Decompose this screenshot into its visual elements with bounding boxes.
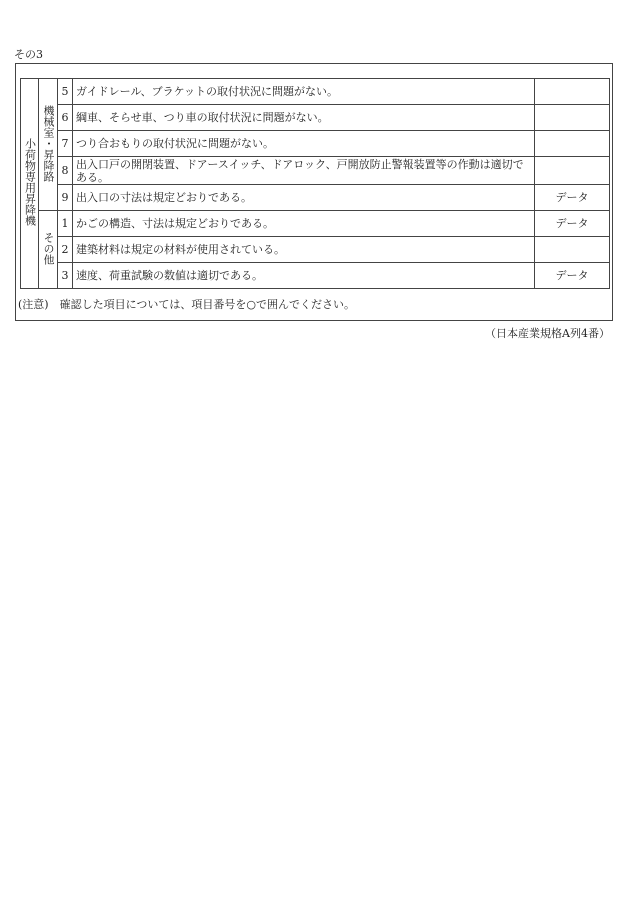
subcategory-cell [39,79,58,211]
table-row [21,263,610,289]
check-cell[interactable] [535,237,610,263]
item-description: 建築材料は規定の材料が使用されている。 [73,237,535,263]
item-number[interactable]: 3 [58,263,73,289]
item-description: ガイドレール、ブラケットの取付状況に問題がない。 [73,79,535,105]
check-cell[interactable] [535,105,610,131]
item-number[interactable]: 9 [58,185,73,211]
table-row [21,185,610,211]
page-label: その3 [14,48,43,61]
subcategory-cell [39,211,58,289]
check-cell[interactable] [535,157,610,185]
check-cell[interactable]: データ [535,211,610,237]
item-number[interactable]: 1 [58,211,73,237]
checklist-table [20,78,610,289]
subcategory-label: その他 [42,231,55,265]
check-cell[interactable]: データ [535,185,610,211]
item-number[interactable]: 2 [58,237,73,263]
item-number[interactable]: 8 [58,157,73,185]
item-description: 出入口戸の開閉装置、ドアースイッチ、ドアロック、戸開放防止警報装置等の作動は適切である。 [73,157,535,185]
table-row [21,237,610,263]
table-row [21,79,610,105]
table-row [21,211,610,237]
item-description: 綱車、そらせ車、つり車の取付状況に問題がない。 [73,105,535,131]
subcategory-label: 機械室・昇降路 [42,104,55,182]
table-row [21,131,610,157]
item-description: かごの構造、寸法は規定どおりである。 [73,211,535,237]
item-number[interactable]: 7 [58,131,73,157]
item-description: 速度、荷重試験の数値は適切である。 [73,263,535,289]
item-description: 出入口の寸法は規定どおりである。 [73,185,535,211]
footer-text: （日本産業規格A列4番） [485,327,610,340]
table-row [21,105,610,131]
category-cell [21,79,39,289]
check-cell[interactable]: データ [535,263,610,289]
category-label: 小荷物専用昇降機 [23,138,37,226]
item-description: つり合おもりの取付状況に問題がない。 [73,131,535,157]
note-text: (注意) 確認した項目については、項目番号を○で囲んでください。 [18,298,355,311]
check-cell[interactable] [535,131,610,157]
table-row [21,157,610,185]
item-number[interactable]: 5 [58,79,73,105]
check-cell[interactable] [535,79,610,105]
item-number[interactable]: 6 [58,105,73,131]
